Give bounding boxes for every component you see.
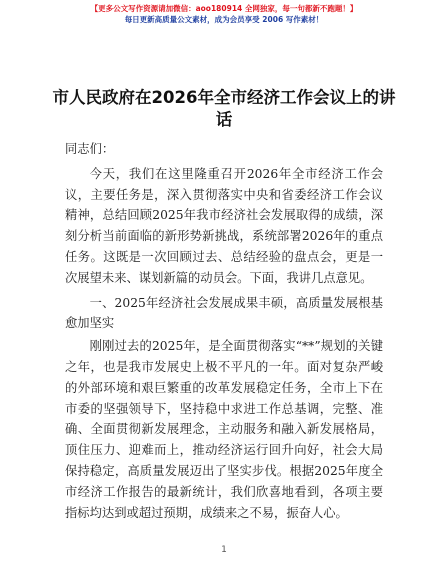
- promo-header-line-1: 【更多公文写作资源请加微信：aoo180914 全网独家，每一句都新不跑题！】: [90, 4, 358, 13]
- section-heading-1: 一、2025年经济社会发展成果丰硕，高质量发展根基愈加坚实: [65, 295, 383, 331]
- document-body: [65, 139, 383, 527]
- body-paragraph-review: 刚刚过去的2025年，是全面贯彻落实“**”规划的关键之年，也是我市发展史上极不平凡的一年。面对复杂严峻的外部环境和艰巨繁重的改革发展稳定任务，全市上下在市委的坚强领导下，坚持稳中求进工作总基调，完整、准确、全面贯彻新发展理念，主动服务和融入新发展格局，顶住压力、迎难而上，推动经济运行回升向好，社会大局保持稳定，高质量发展迈出了坚实步伐。根据2025年度全市经济工作报告的最新统计，我们欣喜地看到，各项主要指标均达到或超过预期，成绩来之不易，振奋人心。: [65, 339, 383, 520]
- salutation: 同志们：: [65, 142, 115, 156]
- promo-header: [0, 3, 448, 25]
- document-title: 市人民政府在2026年全市经济工作会议上的讲话: [52, 88, 396, 129]
- page-number: 1: [221, 545, 227, 555]
- body-paragraph-intro: 今天，我们在这里隆重召开2026年全市经济工作会议，主要任务是，深入贯彻落实中央和省委经济工作会议精神，总结回顾2025年我市经济社会发展取得的成绩，深刻分析当前面临的新形势新挑战，系统部署2026年的重点任务。这既是一次回顾过去、总结经验的盘点会，更是一次展望未来、谋划新篇的动员会。下面，我讲几点意见。: [65, 166, 383, 285]
- promo-header-line-2: 每日更新高质量公文素材，成为会员享受 2006 写作素材！: [124, 15, 324, 24]
